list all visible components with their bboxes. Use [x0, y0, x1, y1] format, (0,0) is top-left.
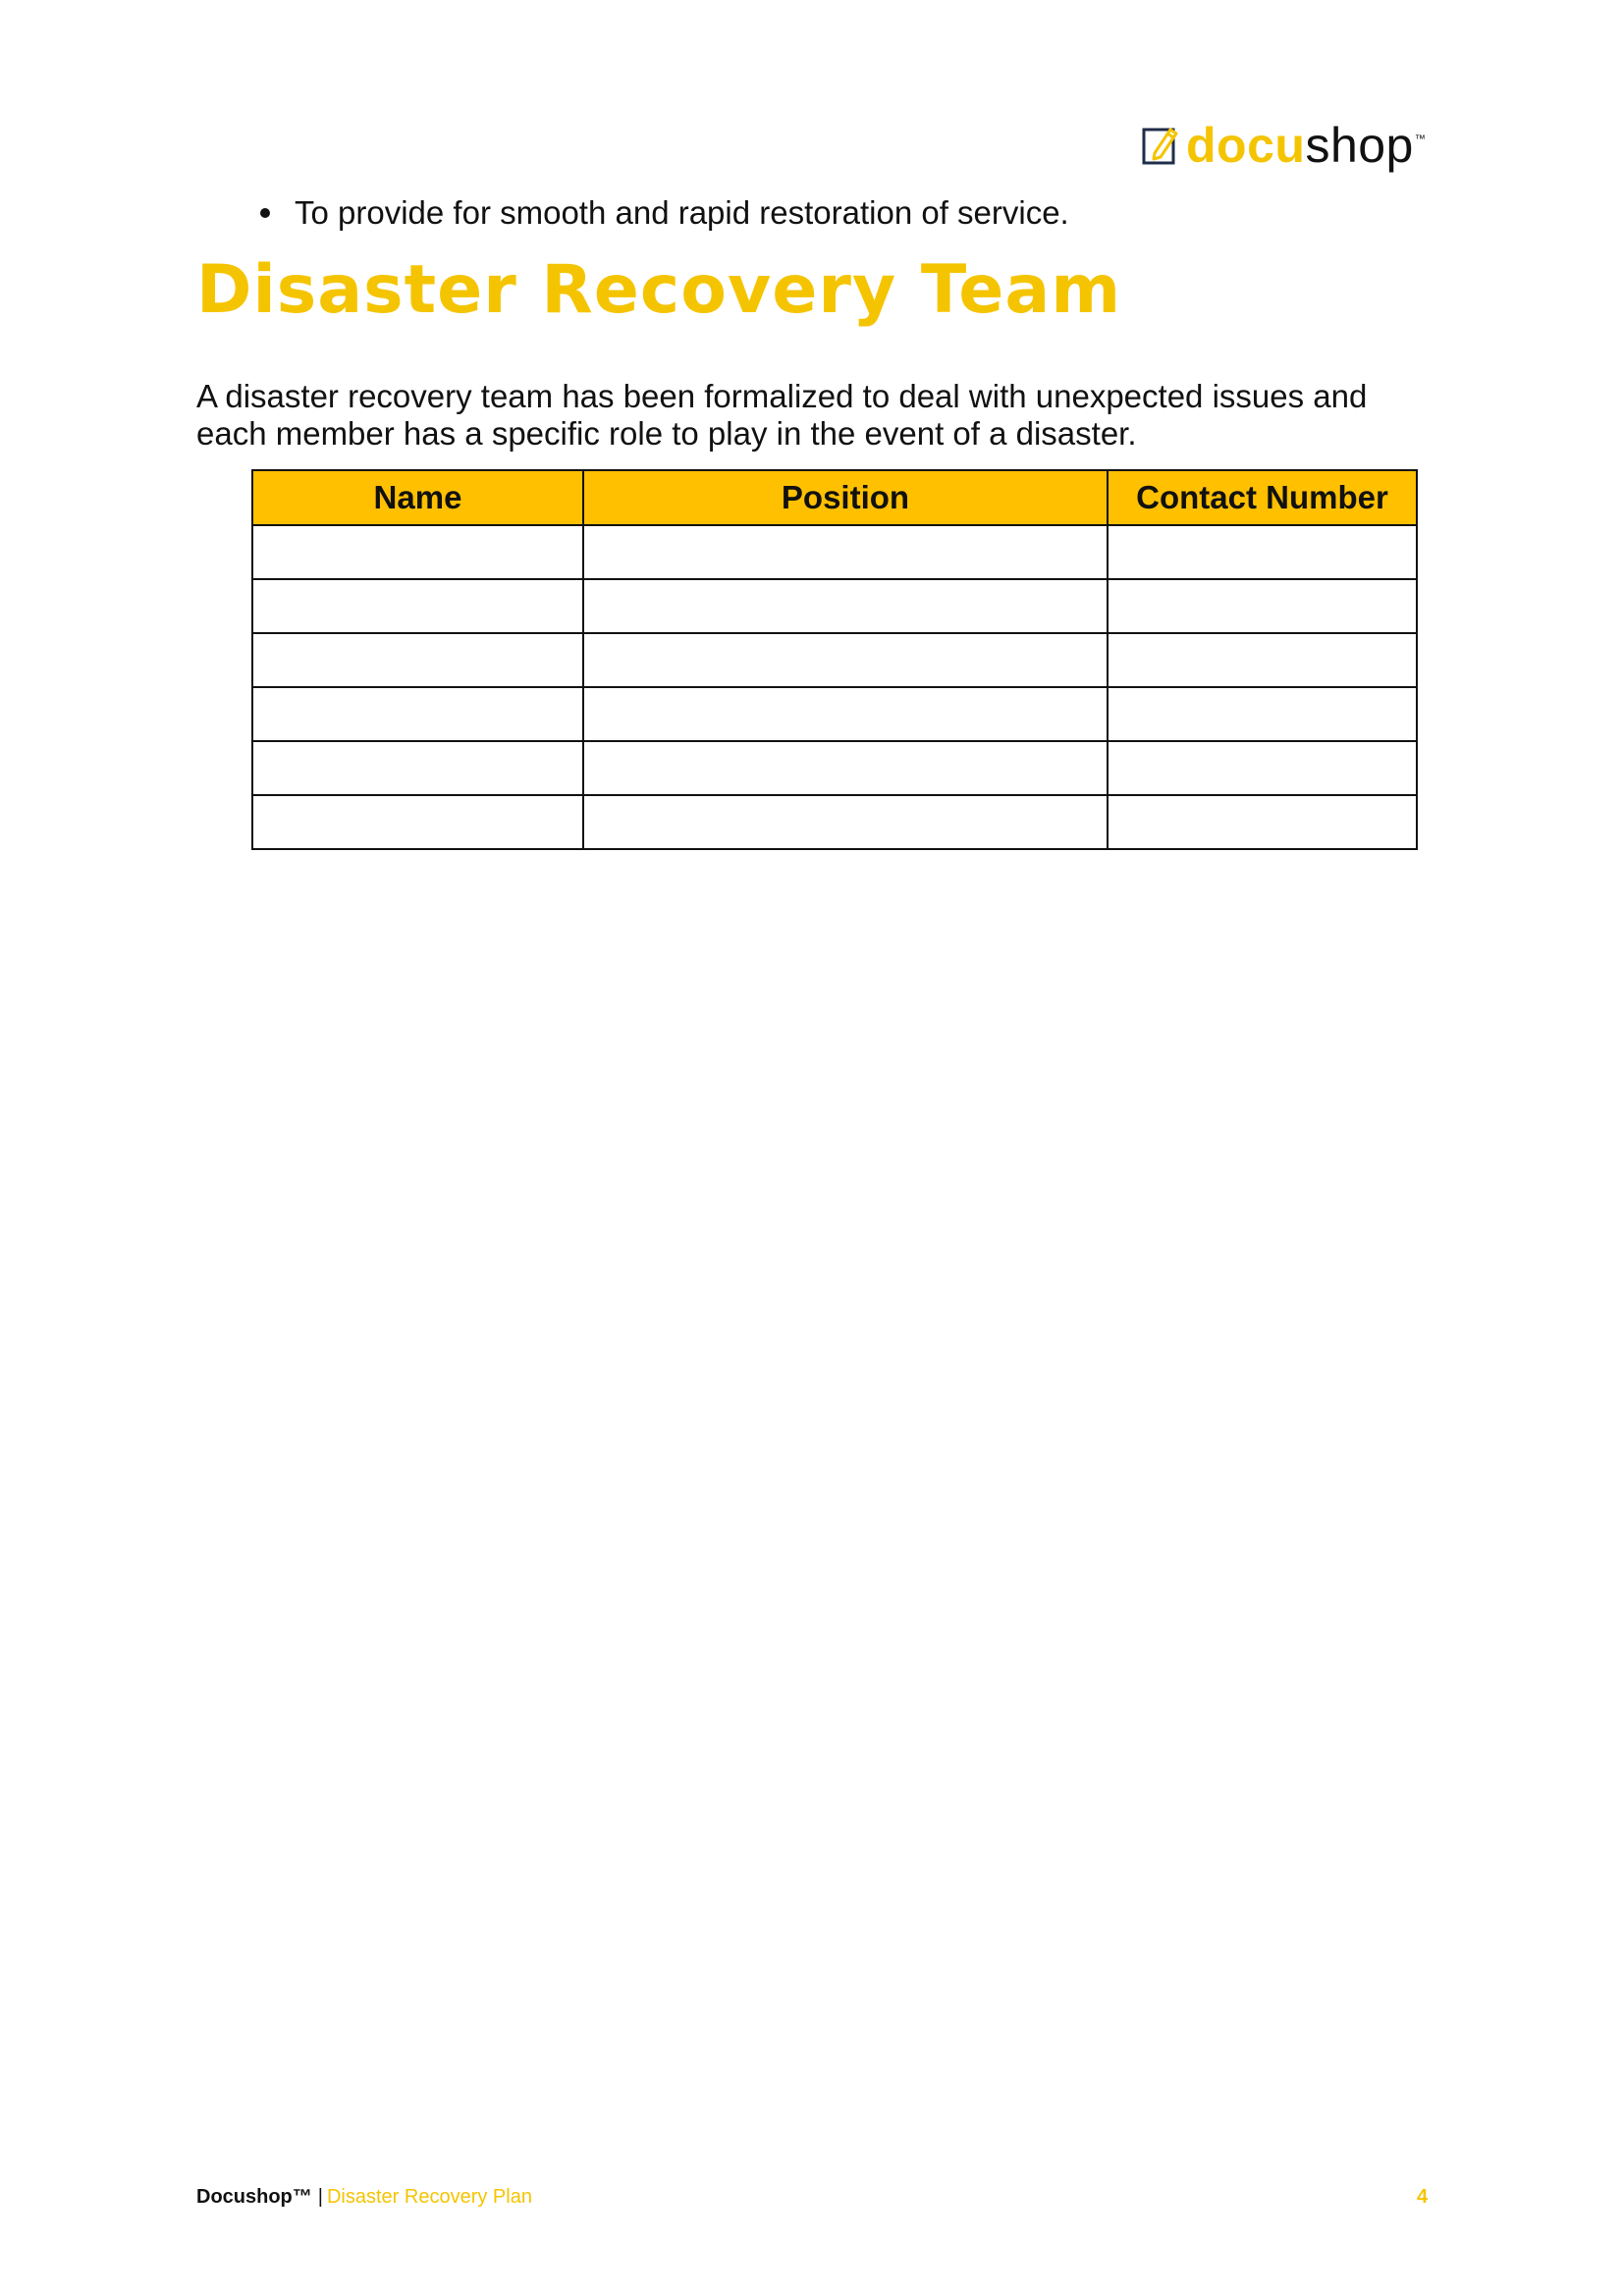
table-cell[interactable] — [252, 741, 583, 795]
column-header-name: Name — [252, 470, 583, 525]
table-row — [252, 741, 1417, 795]
table-cell[interactable] — [583, 633, 1108, 687]
column-header-contact-number: Contact Number — [1108, 470, 1417, 525]
page-number: 4 — [1417, 2186, 1429, 2208]
table-cell[interactable] — [252, 579, 583, 633]
bullet-dot-icon — [260, 208, 270, 218]
table-cell[interactable] — [1108, 633, 1417, 687]
table-cell[interactable] — [1108, 525, 1417, 579]
table-row — [252, 525, 1417, 579]
table-cell[interactable] — [583, 741, 1108, 795]
table-cell[interactable] — [583, 795, 1108, 849]
table-cell[interactable] — [252, 687, 583, 741]
footer-separator: | — [317, 2186, 323, 2208]
footer — [196, 2186, 532, 2209]
footer-document-title: Disaster Recovery Plan — [326, 2186, 532, 2208]
footer-brand: Docushop™ — [196, 2186, 312, 2208]
logo-text-light: shop — [1305, 118, 1414, 173]
table-cell[interactable] — [1108, 579, 1417, 633]
section-heading: Disaster Recovery Team — [196, 251, 1122, 329]
table-cell[interactable] — [252, 795, 583, 849]
table-cell[interactable] — [583, 579, 1108, 633]
team-table — [251, 469, 1418, 850]
table-cell[interactable] — [1108, 687, 1417, 741]
logo-trademark: ™ — [1414, 133, 1427, 145]
table-cell[interactable] — [1108, 795, 1417, 849]
docushop-logo — [1141, 116, 1426, 175]
intro-paragraph: A disaster recovery team has been formalized to deal with unexpected issues and each member has a specific role to play in the event of a disaster. — [196, 378, 1368, 452]
table-cell[interactable] — [583, 687, 1108, 741]
table-row — [252, 579, 1417, 633]
table-row — [252, 795, 1417, 849]
pencil-document-icon — [1141, 124, 1180, 167]
table-cell[interactable] — [252, 633, 583, 687]
logo-text-bold: docu — [1186, 118, 1306, 173]
table-cell[interactable] — [1108, 741, 1417, 795]
table-row — [252, 633, 1417, 687]
table-cell[interactable] — [252, 525, 583, 579]
bullet-item — [260, 194, 1069, 232]
table-row — [252, 687, 1417, 741]
bullet-text: To provide for smooth and rapid restoration of service. — [295, 194, 1069, 231]
column-header-position: Position — [583, 470, 1108, 525]
table-cell[interactable] — [583, 525, 1108, 579]
table-header-row — [252, 470, 1417, 525]
